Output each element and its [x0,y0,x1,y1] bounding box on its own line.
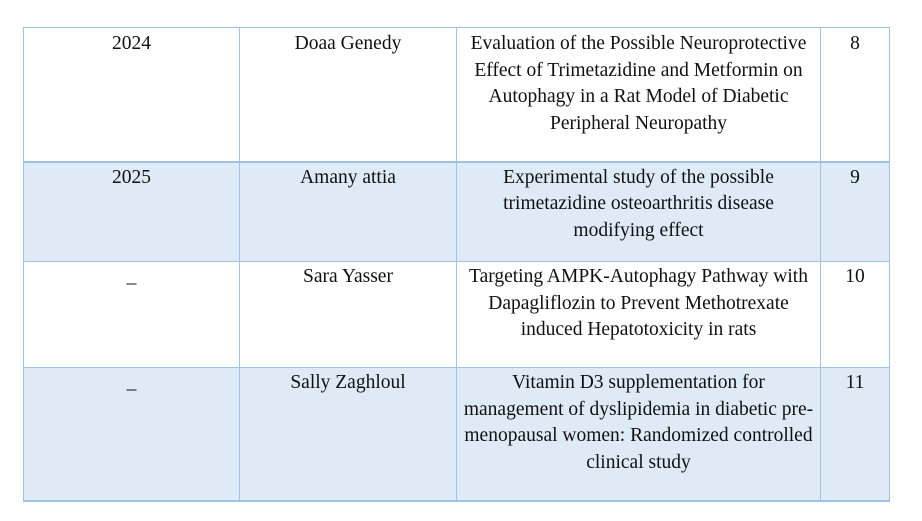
author-cell: Amany attia [240,162,457,262]
year-cell: _ [24,262,240,368]
title-cell: Targeting AMPK-Autophagy Pathway with Dapagliflozin to Prevent Methotrexate induced Hepatotoxicity in rats [457,262,821,368]
number-cell: 11 [821,368,890,501]
number-cell: 10 [821,262,890,368]
theses-table [23,27,890,502]
theses-table-container [23,27,889,502]
author-cell: Doaa Genedy [240,28,457,162]
year-cell: 2024 [24,28,240,162]
author-cell: Sally Zaghloul [240,368,457,501]
number-cell: 8 [821,28,890,162]
table-row [24,262,890,368]
author-cell: Sara Yasser [240,262,457,368]
title-cell: Experimental study of the possible trimetazidine osteoarthritis disease modifying effect [457,162,821,262]
table-row [24,162,890,262]
table-row [24,368,890,501]
title-cell: Vitamin D3 supplementation for management of dyslipidemia in diabetic pre-menopausal women: Randomized controlled clinical study [457,368,821,501]
year-cell: _ [24,368,240,501]
title-cell: Evaluation of the Possible Neuroprotective Effect of Trimetazidine and Metformin on Autophagy in a Rat Model of Diabetic Peripheral Neuropathy [457,28,821,162]
number-cell: 9 [821,162,890,262]
year-cell: 2025 [24,162,240,262]
table-row [24,28,890,162]
